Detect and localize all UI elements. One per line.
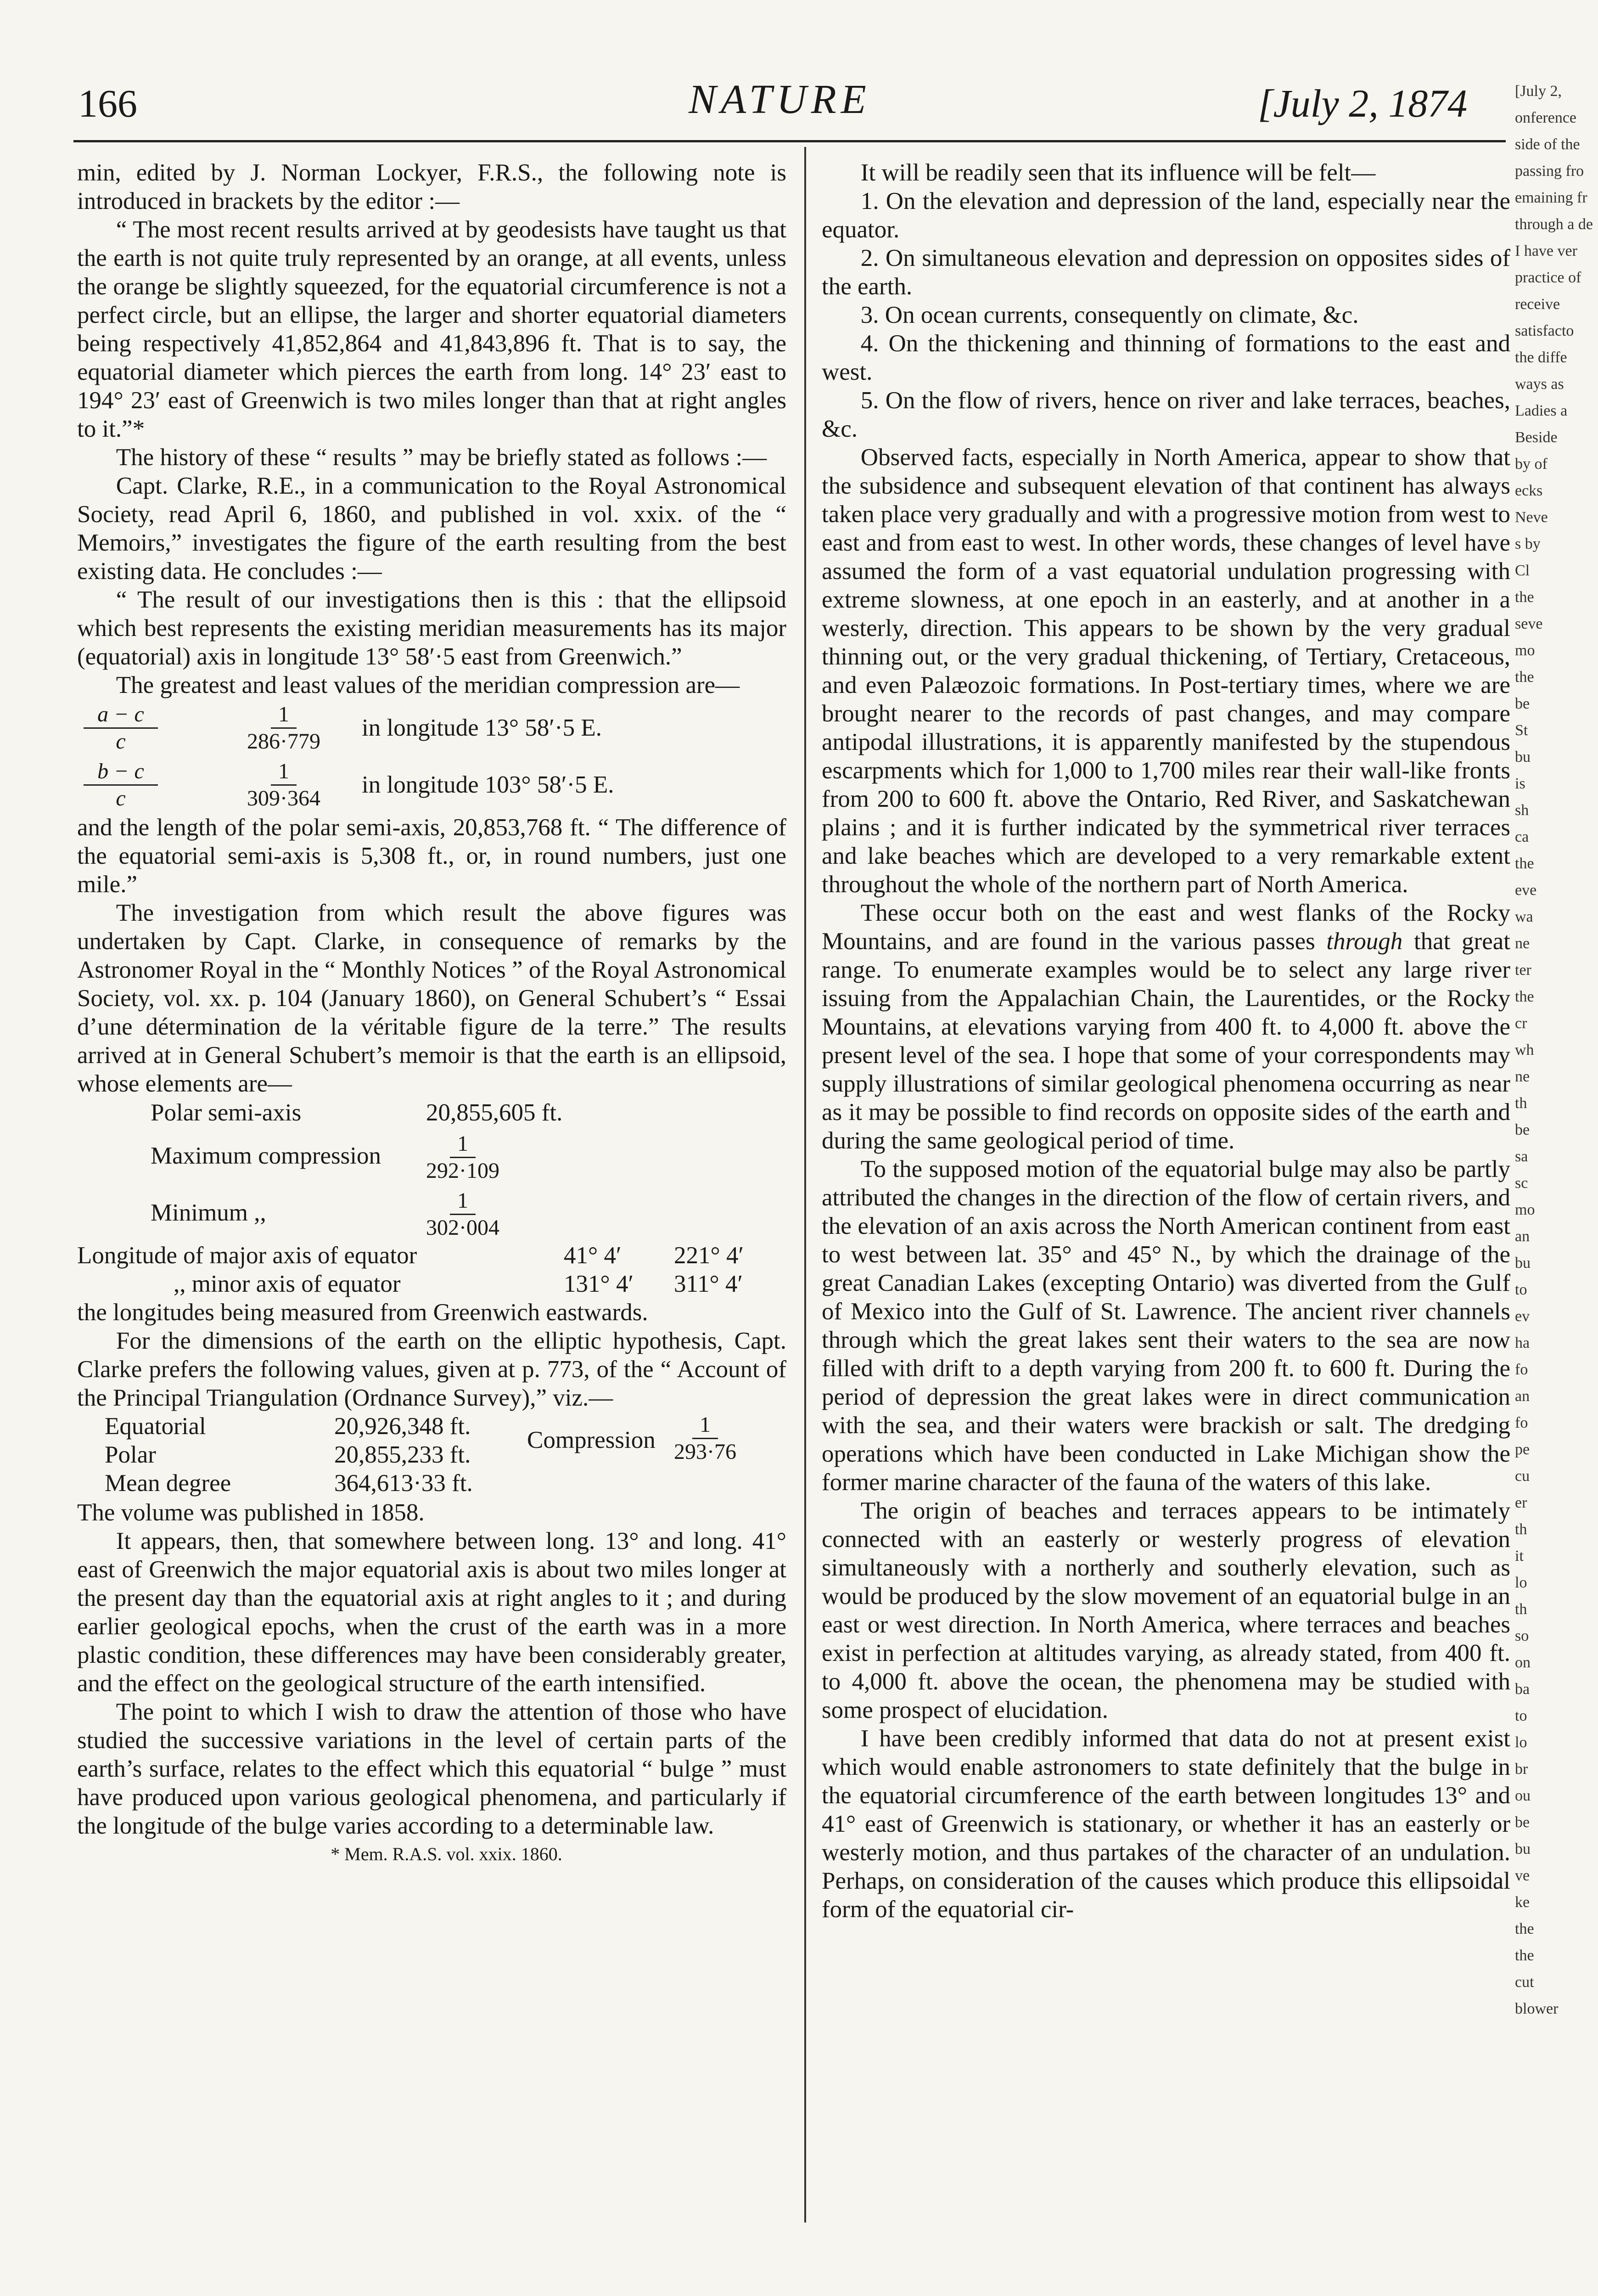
dimensions-table xyxy=(77,1412,786,1498)
strip-line: the xyxy=(1515,1920,1534,1937)
strip-line: mo xyxy=(1515,1201,1535,1218)
formula-row xyxy=(77,699,786,756)
strip-line: bu xyxy=(1515,748,1531,765)
strip-line: an xyxy=(1515,1228,1530,1245)
strip-line: mo xyxy=(1515,642,1535,659)
strip-line: be xyxy=(1515,1121,1530,1138)
strip-line: bu xyxy=(1515,1255,1531,1272)
strip-line: cu xyxy=(1515,1468,1530,1485)
longitude-row: ,, minor axis of equator 131° 4′ 311° 4′ xyxy=(174,1271,743,1297)
paragraph: The point to which I wish to draw the attention of those who have studied the successive variations in the level of certain parts of the earth’s surface, relates to the effect which this equatorial “ bulge ” must have produced upon various geological phenomena, and particularly if the longitude of the bulge varies according to a determinable law. xyxy=(77,1699,786,1839)
paragraph: The history of these “ results ” may be briefly stated as follows :— xyxy=(116,444,767,471)
strip-line: ter xyxy=(1515,962,1531,979)
paragraph: the longitudes being measured from Greenwich eastwards. xyxy=(77,1299,648,1326)
strip-line: by of xyxy=(1515,456,1548,473)
coefficient-fraction: 1 309·364 xyxy=(247,759,320,810)
strip-line: be xyxy=(1515,695,1530,712)
strip-line: the xyxy=(1515,589,1534,606)
paragraph: min, edited by J. Norman Lockyer, F.R.S., the following note is introduced in brackets by the editor :— xyxy=(77,159,786,214)
paragraph: Observed facts, especially in North America, appear to show that the subsidence and subsequent elevation of that continent has always taken place very gradually and with a progressive motion from west to east and from east to west. In other words, these changes of level have assumed the form of a vast equatorial undulation progressing with extreme slowness, at one epoch in an easterly, and at another in a westerly, direction. This appears to be shown by the very gradual thinning out, or the very gradual thickening, of Tertiary, Cretaceous, and even Palæozoic formations. In Post-tertiary times, where we are brought nearer to the records of past changes, and may compare antipodal illustrations, it is apparently manifested by the stupendous escarpments which for 1,000 to 1,700 miles rear their wall-like fronts from 200 to 600 ft. above the Ontario, Red River, and Saskatchewan plains ; and it is further indicated by the symmetrical river terraces and lake beaches which are developed to a very remarkable extent throughout the whole of the northern part of North America. xyxy=(822,444,1510,898)
paragraph: Capt. Clarke, R.E., in a communication to the Royal Astronomical Society, read April 6, 1860, and published in vol. xxix. of the “ Memoirs,” investigates the figure of the earth resulting from the best existing data. He concludes :— xyxy=(77,473,786,585)
strip-line: satisfacto xyxy=(1515,322,1574,339)
strip-line: eve xyxy=(1515,882,1537,899)
footnote: * Mem. R.A.S. vol. xxix. 1860. xyxy=(331,1844,562,1864)
strip-line: blower xyxy=(1515,2000,1559,2017)
strip-line: th xyxy=(1515,1095,1527,1112)
paragraph: The volume was published in 1858. xyxy=(77,1499,425,1526)
paragraph: The greatest and least values of the meridian compression are— xyxy=(116,672,740,698)
strip-line: wh xyxy=(1515,1041,1534,1058)
paragraph-quote: “ The most recent results arrived at by geodesists have taught us that the earth is not quite truly represented by an orange, at all events, unless the orange be slightly squeezed, for the equatorial circumference is not a perfect circle, but an ellipse, the larger and shorter equatorial diameters being respectively 41,852,864 and 41,843,896 ft. That is to say, the equatorial diameter which pierces the earth from long. 14° 23′ east to 194° 23′ east of Greenwich is two miles longer than that at right angles to it.”* xyxy=(77,216,786,442)
elements-row: Polar semi-axis 20,855,605 ft. xyxy=(151,1099,563,1126)
strip-line: receive xyxy=(1515,296,1560,313)
strip-line: is xyxy=(1515,775,1525,792)
strip-line: s by xyxy=(1515,535,1541,552)
strip-line: er xyxy=(1515,1494,1527,1511)
strip-line: fo xyxy=(1515,1361,1528,1378)
paragraph: I have been credibly informed that data do not at present exist which would enable astronomers to state definitely that the bulge in the equatorial circumference of the earth between longitudes 13° and 41° east of Greenwich is stationary, or whether it has an easterly or westerly motion, and thus partakes of the character of an undulation. Perhaps, on consideration of the causes which produce this ellipsoidal form of the equatorial cir- xyxy=(822,1725,1510,1923)
strip-line: to xyxy=(1515,1707,1527,1724)
list-item: 5. On the flow of rivers, hence on river and lake terraces, beaches, &c. xyxy=(822,387,1510,442)
strip-line: cr xyxy=(1515,1015,1527,1032)
strip-line: th xyxy=(1515,1601,1527,1618)
strip-line: be xyxy=(1515,1814,1530,1831)
strip-line: an xyxy=(1515,1388,1530,1405)
coefficient-fraction: 1 286·779 xyxy=(247,702,320,754)
formula-text: in longitude 13° 58′·5 E. xyxy=(362,715,602,741)
strip-line: the xyxy=(1515,669,1534,686)
formula-row xyxy=(77,756,786,813)
strip-line: sh xyxy=(1515,802,1529,819)
strip-line: br xyxy=(1515,1761,1528,1778)
strip-line: the diffe xyxy=(1515,349,1567,366)
strip-line: ne xyxy=(1515,1068,1530,1085)
fraction: 1 293·76 xyxy=(674,1412,736,1464)
dimensions-row: Mean degree 364,613·33 ft. xyxy=(105,1470,473,1497)
strip-line: ca xyxy=(1515,828,1529,845)
strip-line: lo xyxy=(1515,1574,1527,1591)
strip-line: Ladies a xyxy=(1515,402,1568,419)
strip-line: ecks xyxy=(1515,482,1543,499)
strip-line: Neve xyxy=(1515,509,1548,526)
paragraph-quote: “ The result of our investigations then is this : that the ellipsoid which best represents the existing meridian measurements has its major (equatorial) axis in longitude 13° 58′·5 east from Greenwich.” xyxy=(77,586,786,670)
strip-line: emaining fr xyxy=(1515,189,1587,206)
fraction: $\frac{1}{302\cdot 004}$ xyxy=(426,1188,499,1240)
strip-line: fo xyxy=(1515,1414,1528,1431)
dimensions-row: Equatorial 20,926,348 ft. xyxy=(105,1413,471,1440)
page-number: 166 xyxy=(78,81,137,125)
list-item: 3. On ocean currents, consequently on climate, &c. xyxy=(860,302,1359,328)
strip-line: seve xyxy=(1515,615,1543,632)
page-header xyxy=(0,0,1598,147)
next-page-strip xyxy=(1515,78,1598,2296)
strip-line: pe xyxy=(1515,1441,1530,1458)
strip-line: ways as xyxy=(1515,376,1564,393)
paragraph: The origin of beaches and terraces appears to be intimately connected with an easterly or westerly progress of elevation simultaneously with a northerly and southerly elevation, such as would be produced by the slow movement of an equatorial bulge in an east or west direction. In North America, where terraces and beaches exist in perfection at altitudes varying, as already stated, from 400 ft. to 4,000 ft. above the ocean, the phenomena may be studied with some prospect of elucidation. xyxy=(822,1497,1510,1723)
strip-line: sa xyxy=(1515,1148,1528,1165)
strip-line: ba xyxy=(1515,1681,1530,1698)
elements-row: Minimum ,, $\frac{1}{302\cdot 004}$ xyxy=(151,1188,499,1240)
strip-line: ev xyxy=(1515,1308,1530,1325)
strip-line: Cl xyxy=(1515,562,1530,579)
paragraph: and the length of the polar semi-axis, 20,853,768 ft. “ The difference of the equatorial semi-axis is 5,308 ft., or, in round numbers, just one mile.” xyxy=(77,814,786,898)
paragraph: For the dimensions of the earth on the elliptic hypothesis, Capt. Clarke prefers the following values, given at p. 773, of the “ Account of the Principal Triangulation (Ordnance Survey),” viz.— xyxy=(77,1328,786,1411)
list-item: 2. On simultaneous elevation and depression on opposites sides of the earth. xyxy=(822,245,1510,300)
strip-line: I have ver xyxy=(1515,242,1577,259)
strip-line: sc xyxy=(1515,1175,1528,1192)
strip-line: lo xyxy=(1515,1734,1527,1751)
column-divider xyxy=(804,147,806,2223)
strip-line: side of the xyxy=(1515,136,1580,153)
strip-line: th xyxy=(1515,1521,1527,1538)
strip-line: Beside xyxy=(1515,429,1558,446)
paragraph: It will be readily seen that its influence will be felt— xyxy=(860,159,1376,186)
journal-title: NATURE xyxy=(689,77,871,122)
list-item: 4. On the thickening and thinning of formations to the east and west. xyxy=(822,330,1510,385)
paragraph: It appears, then, that somewhere between long. 13° and long. 41° east of Greenwich the major equatorial axis is about two miles longer at the present day than the equatorial axis at right angles to it ; and during earlier geological epochs, when the crust of the earth was in a more plastic condition, these differences may have been considerably greater, and the effect on the geological structure of the earth intensified. xyxy=(77,1528,786,1697)
right-column xyxy=(822,158,1510,1924)
fraction: $\frac{b - c}{c}$ xyxy=(77,759,164,811)
strip-line: the xyxy=(1515,988,1534,1005)
strip-line: the xyxy=(1515,855,1534,872)
strip-line: onference xyxy=(1515,109,1577,126)
strip-line: wa xyxy=(1515,908,1533,925)
longitude-row: Longitude of major axis of equator 41° 4′ 221° 4′ xyxy=(77,1242,744,1269)
strip-line: practice of xyxy=(1515,269,1581,286)
elements-row: Maximum compression $\frac{1}{292\cdot 109}$ xyxy=(151,1131,499,1183)
strip-line: ou xyxy=(1515,1787,1531,1804)
dimensions-row: Polar 20,855,233 ft. xyxy=(105,1441,471,1468)
strip-line: to xyxy=(1515,1281,1527,1298)
left-column xyxy=(77,158,786,1868)
strip-line: ha xyxy=(1515,1334,1530,1351)
strip-line: through a de xyxy=(1515,216,1593,233)
issue-date: [July 2, 1874 xyxy=(1258,81,1468,125)
emphasis: through xyxy=(1326,928,1403,955)
strip-line: so xyxy=(1515,1627,1529,1644)
strip-line: ke xyxy=(1515,1894,1530,1911)
strip-line: passing fro xyxy=(1515,163,1584,180)
paragraph: These occur both on the east and west flanks of the Rocky Mountains, and are found in the various passes through that great range. To enumerate examples would be to select any large river issuing from the Appalachian Chain, the Laurentides, or the Rocky Mountains, at elevations varying from 400 ft. to 4,000 ft. above the present level of the sea. I hope that some of your correspondents may supply illustrations of similar geological phenomena occurring as near as it may be possible to find records on opposite sides of the earth and during the same geological period of time. xyxy=(822,900,1510,1154)
strip-line: it xyxy=(1515,1548,1524,1564)
header-rule xyxy=(73,140,1506,142)
strip-line: ne xyxy=(1515,935,1530,952)
formula-text: in longitude 103° 58′·5 E. xyxy=(362,771,614,798)
paragraph: To the supposed motion of the equatorial bulge may also be partly attributed the changes in the direction of the flow of certain rivers, and the elevation of an axis across the North American continent from east to west between lat. 35° and 45° N., by which the drainage of the great Canadian Lakes (excepting Ontario) was diverted from the Gulf of Mexico into the Gulf of St. Lawrence. The ancient river channels through which the great lakes sent their waters to the sea are now filled with drift to a depth varying from 200 ft. to 600 ft. During the period of depression the great lakes were in direct communication with the sea, and their waters were brackish or salt. The dredging operations which have been conducted in Lake Michigan show the former marine character of the fauna of the waters of this lake. xyxy=(822,1156,1510,1496)
paragraph: The investigation from which result the above figures was undertaken by Capt. Clarke, in consequence of remarks by the Astronomer Royal in the “ Monthly Notices ” of the Royal Astronomical Society, vol. xx. p. 104 (January 1860), on General Schubert’s “ Essai d’une détermination de la véritable figure de la terre.” The results arrived at in General Schubert’s memoir is that the earth is an ellipsoid, whose elements are— xyxy=(77,900,786,1097)
fraction: $\frac{1}{292\cdot 109}$ xyxy=(426,1131,499,1183)
strip-line: [July 2, xyxy=(1515,83,1562,100)
list-item: 1. On the elevation and depression of the land, especially near the equator. xyxy=(822,188,1510,243)
strip-line: cut xyxy=(1515,1974,1534,1991)
strip-line: the xyxy=(1515,1947,1534,1964)
compression-value: Compression 1 293·76 xyxy=(527,1412,736,1464)
strip-line: on xyxy=(1515,1654,1531,1671)
strip-line: St xyxy=(1515,722,1528,739)
strip-line: bu xyxy=(1515,1840,1531,1857)
fraction: $\frac{a - c}{c}$ xyxy=(77,702,164,754)
strip-line: ve xyxy=(1515,1867,1530,1884)
